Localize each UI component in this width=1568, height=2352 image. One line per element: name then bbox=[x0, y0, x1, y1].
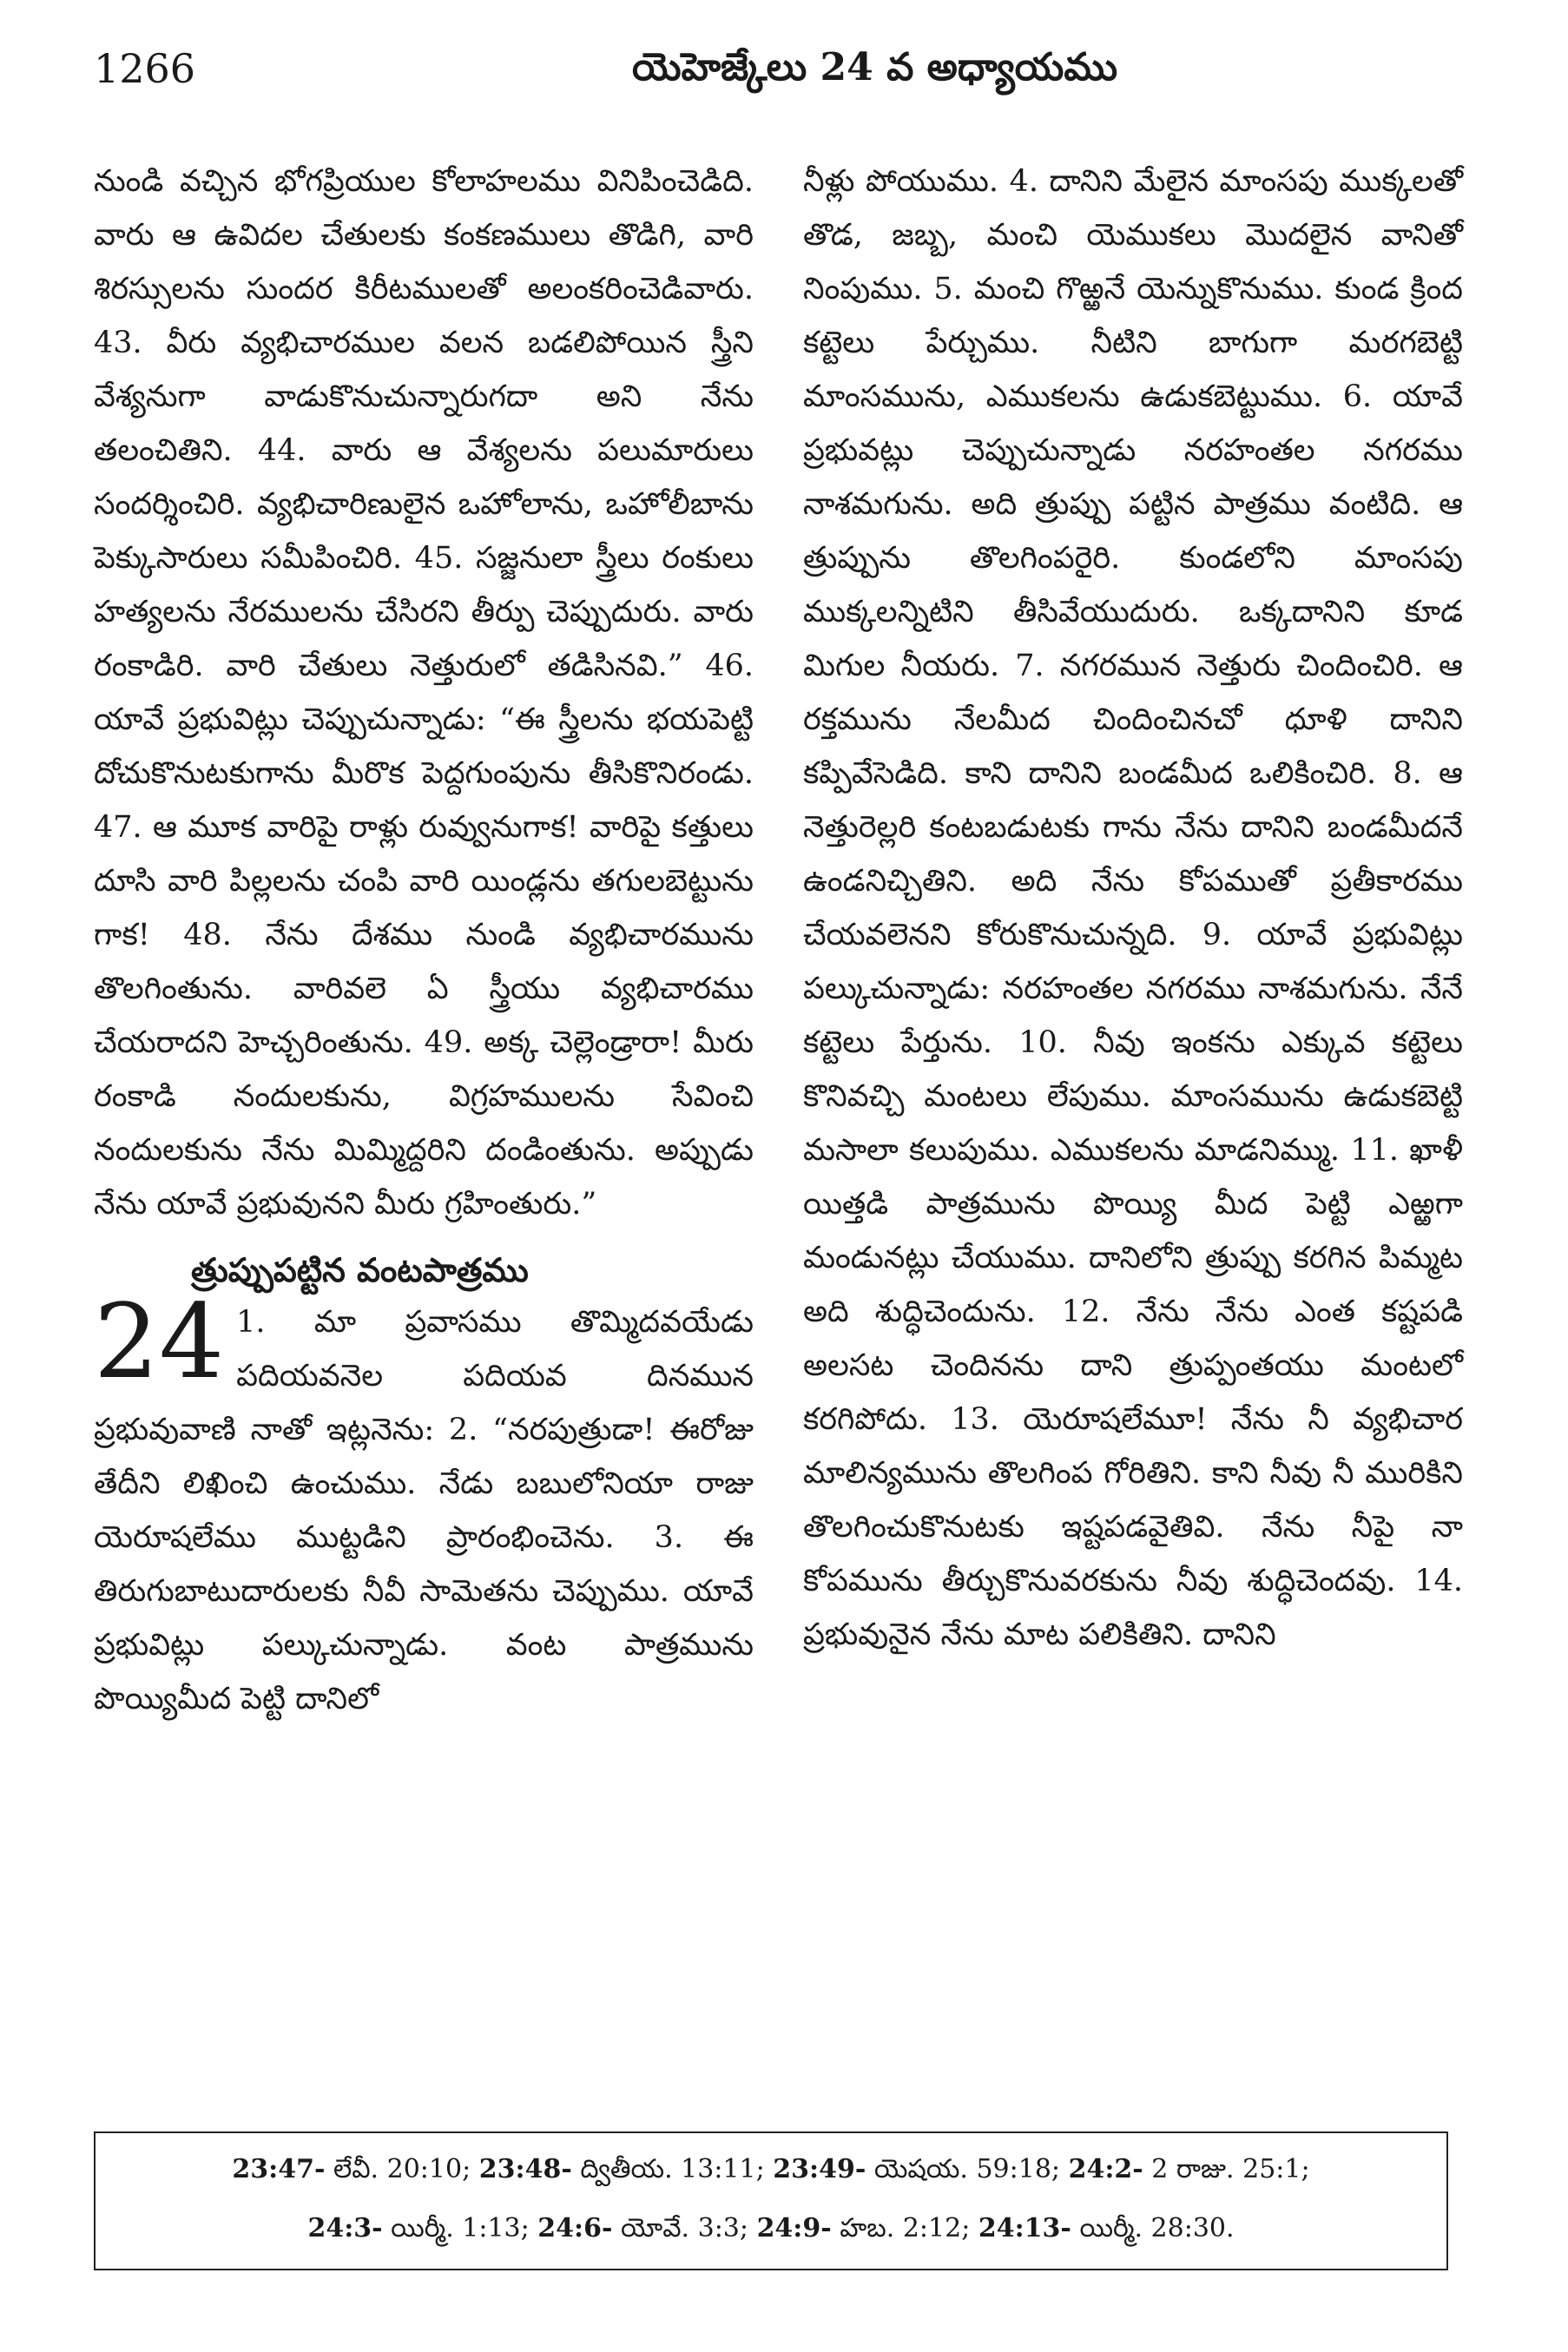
left-column bbox=[94, 155, 754, 1726]
ref-key: 24:3- bbox=[307, 2213, 383, 2243]
page-number: 1266 bbox=[94, 45, 196, 92]
chapter-number: 24 bbox=[94, 1281, 225, 1401]
cross-reference-line bbox=[96, 2199, 1446, 2258]
cross-reference-box bbox=[94, 2131, 1448, 2270]
cross-reference-line bbox=[96, 2140, 1446, 2199]
chapter-text: 1. మా ప్రవాసము తొమ్మిదవయేడు పదియవనెల పదియవ దినమున ప్రభువువాణి నాతో ఇట్లనెను: 2. “నరపుత్రుడా! ఈరోజు తేదీని లిఖించి ఉంచుము. నేడు బబులోనియా రాజు యెరూషలేము ముట్టడిని ప్రారంభించెను. 3. ఈ తిరుగుబాటుదారులకు నీవీ సామెతను చెప్పుము. యావే ప్రభువిట్లు పల్కుచున్నాడు. వంట పాత్రమును పొయ్యిమీద పెట్టి దానిలో bbox=[94, 1305, 754, 1716]
ref-key: 24:2- bbox=[1068, 2154, 1143, 2184]
chapter-block bbox=[94, 1245, 754, 1726]
ref-value: హబ. 2:12; bbox=[840, 2213, 971, 2243]
verse-paragraph: నుండి వచ్చిన భోగప్రియుల కోలాహలము వినిపించెడిది. వారు ఆ ఉవిదల చేతులకు కంకణములు తొడిగి, వారి శిరస్సులను సుందర కిరీటములతో అలంకరించెడివారు. 43. వీరు వ్యభిచారముల వలన బడలిపోయిన స్త్రీని వేశ్యనుగా వాడుకొనుచున్నారుగదా అని నేను తలంచితిని. 44. వారు ఆ వేశ్యలను పలుమారులు సందర్శించిరి. వ్యభిచారిణులైన ఒహోలాను, ఒహోలీబాను పెక్కుసారులు సమీపించిరి. 45. సజ్జనులా స్త్రీలు రంకులు హత్యలను నేరములను చేసిరని తీర్పు చెప్పుదురు. వారు రంకాడిరి. వారి చేతులు నెత్తురులో తడిసినవి.” 46. యావే ప్రభువిట్లు చెప్పుచున్నాడు: “ఈ స్త్రీలను భయపెట్టి దోచుకొనుటకుగాను మీరొక పెద్దగుంపును తీసికొనిరండు. 47. ఆ మూక వారిపై రాళ్లు రువ్వునుగాక! వారిపై కత్తులు దూసి వారి పిల్లలను చంపి వారి యిండ్లను తగులబెట్టును గాక! 48. నేను దేశము నుండి వ్యభిచారమును తొలగింతును. వారివలె ఏ స్త్రీయు వ్యభిచారము చేయరాదని హెచ్చరింతును. 49. అక్క చెల్లెండ్రారా! మీరు రంకాడి నందులకును, విగ్రహములను సేవించి నందులకును నేను మిమ్మిద్దరిని దండింతును. అప్పుడు నేను యావే ప్రభువునని మీరు గ్రహింతురు.” bbox=[94, 164, 754, 1222]
ref-value: లేవీ. 20:10; bbox=[333, 2154, 471, 2184]
ref-value: ద్వితీయ. 13:11; bbox=[580, 2154, 765, 2184]
ref-key: 23:47- bbox=[232, 2154, 326, 2184]
ref-key: 24:13- bbox=[978, 2213, 1071, 2243]
ref-key: 23:49- bbox=[773, 2154, 866, 2184]
ref-key: 24:9- bbox=[756, 2213, 832, 2243]
ref-key: 23:48- bbox=[478, 2154, 572, 2184]
ref-key: 24:6- bbox=[537, 2213, 613, 2243]
ref-value: యిర్మీ. 28:30. bbox=[1079, 2213, 1235, 2243]
chapter-heading: త్రుప్పుపట్టిన వంటపాత్రము bbox=[191, 1250, 529, 1289]
ref-value: యెషయ. 59:18; bbox=[873, 2154, 1061, 2184]
running-title: యెహెజ్కేలు 24 వ అధ్యాయము bbox=[632, 45, 1118, 89]
ref-value: యోవే. 3:3; bbox=[621, 2213, 749, 2243]
ref-value: 2 రాజు. 25:1; bbox=[1151, 2154, 1310, 2184]
ref-value: యిర్మీ. 1:13; bbox=[391, 2213, 530, 2243]
right-column bbox=[803, 155, 1463, 1662]
verse-paragraph: నీళ్లు పోయుము. 4. దానిని మేలైన మాంసపు ముక్కలతో తొడ, జబ్బ, మంచి యెముకలు మొదలైన వానితో నింపుము. 5. మంచి గొఱ్ఱనే యెన్నుకొనుము. కుండ క్రింద కట్టెలు పేర్చుము. నీటిని బాగుగా మరగబెట్టి మాంసమును, ఎముకలను ఉడుకబెట్టుము. 6. యావే ప్రభువట్లు చెప్పుచున్నాడు నరహంతల నగరము నాశమగును. అది త్రుప్పు పట్టిన పాత్రము వంటిది. ఆ త్రుప్పును తొలగింపరైరి. కుండలోని మాంసపు ముక్కలన్నిటిని తీసివేయుదురు. ఒక్కదానిని కూడ మిగుల నీయరు. 7. నగరమున నెత్తురు చిందించిరి. ఆ రక్తమును నేలమీద చిందించినచో ధూళి దానిని కప్పివేసెడిది. కాని దానిని బండమీద ఒలికించిరి. 8. ఆ నెత్తురెల్లరి కంటబడుటకు గాను నేను దానిని బండమీదనే ఉండనిచ్చితిని. అది నేను కోపముతో ప్రతీకారము చేయవలెనని కోరుకొనుచున్నది. 9. యావే ప్రభువిట్లు పల్కుచున్నాడు: నరహంతల నగరము నాశమగును. నేనే కట్టెలు పేర్తును. 10. నీవు ఇంకను ఎక్కువ కట్టెలు కొనివచ్చి మంటలు లేపుము. మాంసమును ఉడుకబెట్టి మసాలా కలుపుము. ఎముకలను మాడనిమ్ము. 11. ఖాళీ యిత్తడి పాత్రమును పొయ్యి మీద పెట్టి ఎఱ్ఱగా మండునట్లు చేయుము. దానిలోని త్రుప్పు కరగిన పిమ్మట అది శుద్ధిచెందును. 12. నేను నేను ఎంత కష్టపడి అలసట చెందినను దాని త్రుప్పంతయు మంటలో కరగిపోదు. 13. యెరూషలేమూ! నేను నీ వ్యభిచార మాలిన్యమును తొలగింప గోరితిని. కాని నీవు నీ మురికిని తొలగించుకొనుటకు ఇష్టపడవైతివి. నేను నీపై నా కోపమును తీర్చుకొనువరకును నీవు శుద్ధిచెందవు. 14. ప్రభువునైన నేను మాట పలికితిని. దానిని bbox=[803, 164, 1463, 1652]
page-header bbox=[94, 45, 1483, 115]
